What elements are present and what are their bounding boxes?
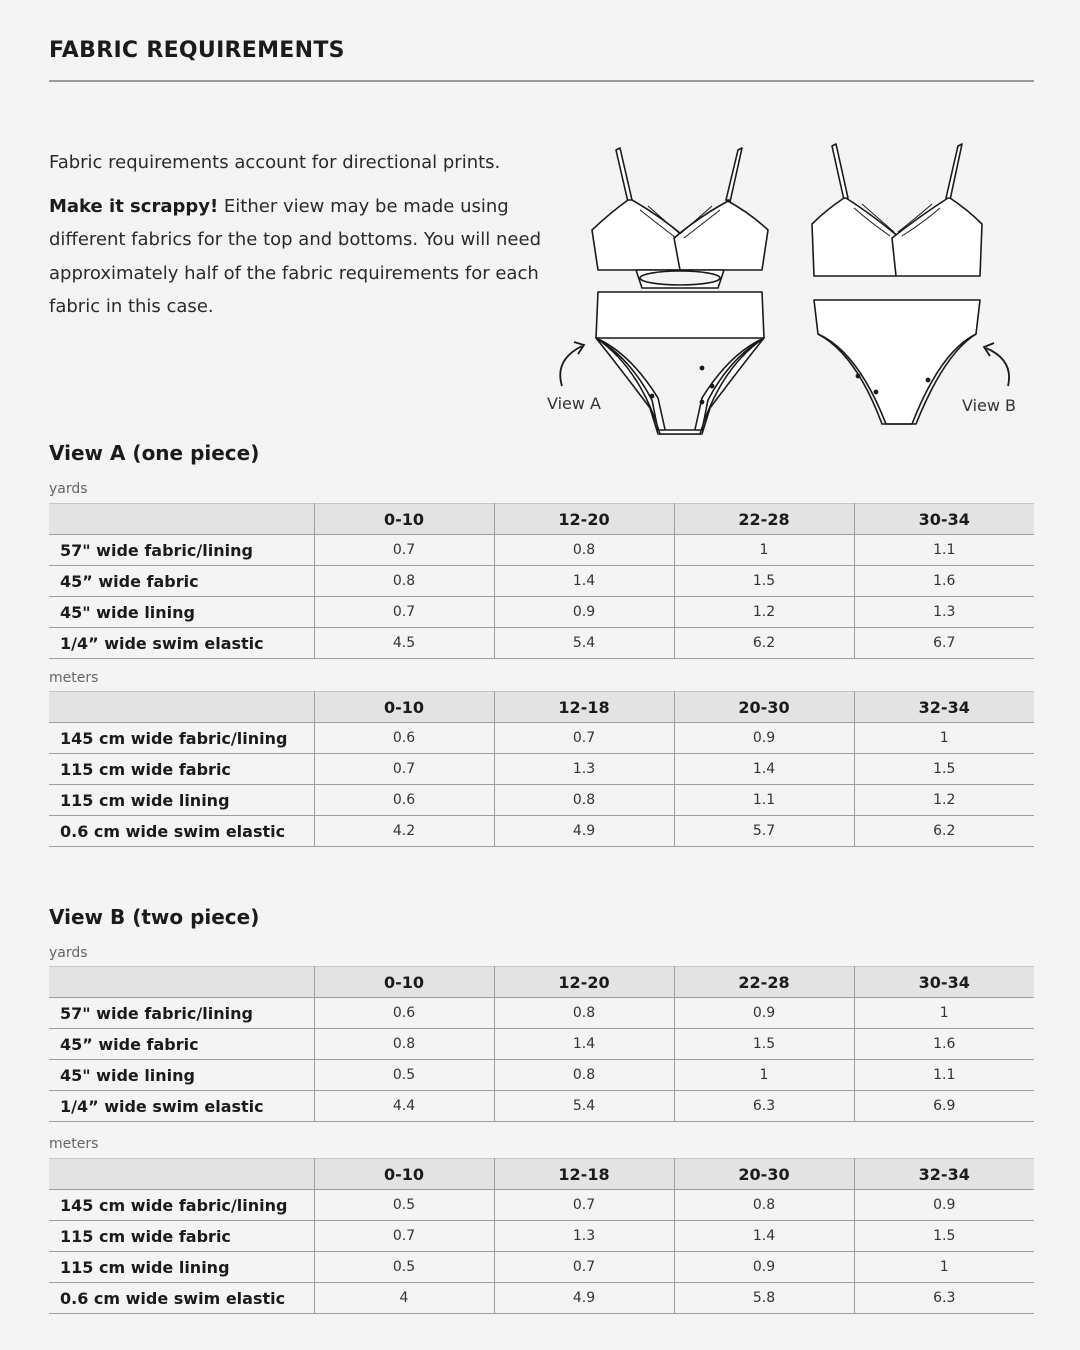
value-cell: 1.2 — [854, 785, 1034, 816]
scrappy-text: Either view may be made using different fabrics for the top and bottoms. You will need approximately half of the fabric requirements for each fabric in this case. — [49, 195, 541, 317]
size-header: 22-28 — [674, 504, 854, 535]
value-cell: 5.7 — [674, 816, 854, 847]
value-cell: 6.2 — [854, 816, 1034, 847]
table-row — [49, 785, 1034, 816]
value-cell: 4.4 — [314, 1091, 494, 1122]
view-a-yards-unit: yards — [49, 481, 88, 497]
value-cell: 1.6 — [854, 566, 1034, 597]
value-cell: 0.6 — [314, 785, 494, 816]
value-cell: 0.9 — [494, 597, 674, 628]
size-header: 12-18 — [494, 1159, 674, 1190]
row-label: 0.6 cm wide swim elastic — [49, 1283, 314, 1314]
size-header: 20-30 — [674, 692, 854, 723]
value-cell: 0.8 — [494, 785, 674, 816]
value-cell: 1.4 — [674, 1221, 854, 1252]
row-label: 115 cm wide lining — [49, 785, 314, 816]
row-label: 45” wide fabric — [49, 566, 314, 597]
value-cell: 1.1 — [674, 785, 854, 816]
table-row — [49, 754, 1034, 785]
value-cell: 1.3 — [494, 754, 674, 785]
value-cell: 1.2 — [674, 597, 854, 628]
table-row — [49, 628, 1034, 659]
row-label: 45" wide lining — [49, 1060, 314, 1091]
view-b-two-piece-drawing — [812, 144, 982, 424]
row-label: 45" wide lining — [49, 597, 314, 628]
table-row — [49, 535, 1034, 566]
value-cell: 1.1 — [854, 1060, 1034, 1091]
value-cell: 1.1 — [854, 535, 1034, 566]
row-label: 57" wide fabric/lining — [49, 535, 314, 566]
value-cell: 0.8 — [674, 1190, 854, 1221]
value-cell: 4.5 — [314, 628, 494, 659]
value-cell: 0.5 — [314, 1060, 494, 1091]
table-row — [49, 566, 1034, 597]
row-label: 0.6 cm wide swim elastic — [49, 816, 314, 847]
value-cell: 6.9 — [854, 1091, 1034, 1122]
value-cell: 0.7 — [314, 597, 494, 628]
intro-text — [49, 146, 549, 324]
table-row — [49, 1091, 1034, 1122]
row-label: 145 cm wide fabric/lining — [49, 723, 314, 754]
value-cell: 1 — [854, 1252, 1034, 1283]
value-cell: 1.4 — [674, 754, 854, 785]
row-label: 1/4” wide swim elastic — [49, 1091, 314, 1122]
row-label: 115 cm wide lining — [49, 1252, 314, 1283]
value-cell: 0.5 — [314, 1190, 494, 1221]
value-cell: 0.8 — [494, 1060, 674, 1091]
value-cell: 0.8 — [314, 566, 494, 597]
value-cell: 6.7 — [854, 628, 1034, 659]
value-cell: 0.7 — [494, 723, 674, 754]
value-cell: 1.4 — [494, 1029, 674, 1060]
value-cell: 1 — [854, 998, 1034, 1029]
view-a-title: View A (one piece) — [49, 441, 260, 465]
value-cell: 0.6 — [314, 723, 494, 754]
table-row — [49, 723, 1034, 754]
table-row — [49, 1029, 1034, 1060]
intro-scrappy-note — [49, 190, 549, 324]
value-cell: 6.2 — [674, 628, 854, 659]
title-divider — [49, 80, 1034, 82]
view-b-yards-table — [49, 966, 1034, 1122]
value-cell: 1.3 — [494, 1221, 674, 1252]
header-corner-cell — [49, 692, 314, 723]
value-cell: 1.4 — [494, 566, 674, 597]
size-header: 20-30 — [674, 1159, 854, 1190]
table-row — [49, 998, 1034, 1029]
view-a-yards-table — [49, 503, 1034, 659]
value-cell: 0.9 — [674, 998, 854, 1029]
value-cell: 6.3 — [854, 1283, 1034, 1314]
value-cell: 0.8 — [314, 1029, 494, 1060]
row-label: 1/4” wide swim elastic — [49, 628, 314, 659]
value-cell: 0.5 — [314, 1252, 494, 1283]
swimsuit-illustration — [540, 138, 1040, 438]
row-label: 145 cm wide fabric/lining — [49, 1190, 314, 1221]
value-cell: 4.9 — [494, 1283, 674, 1314]
table-row — [49, 1190, 1034, 1221]
value-cell: 0.9 — [674, 1252, 854, 1283]
size-header: 30-34 — [854, 967, 1034, 998]
value-cell: 0.7 — [314, 754, 494, 785]
size-header: 30-34 — [854, 504, 1034, 535]
value-cell: 1 — [674, 1060, 854, 1091]
value-cell: 0.8 — [494, 535, 674, 566]
value-cell: 0.9 — [674, 723, 854, 754]
table-row — [49, 1252, 1034, 1283]
size-header-row — [49, 692, 1034, 723]
value-cell: 0.7 — [314, 535, 494, 566]
size-header: 0-10 — [314, 1159, 494, 1190]
size-header: 0-10 — [314, 967, 494, 998]
header-corner-cell — [49, 1159, 314, 1190]
value-cell: 1.6 — [854, 1029, 1034, 1060]
value-cell: 0.7 — [494, 1190, 674, 1221]
header-corner-cell — [49, 504, 314, 535]
value-cell: 6.3 — [674, 1091, 854, 1122]
row-label: 115 cm wide fabric — [49, 1221, 314, 1252]
view-a-one-piece-drawing — [592, 148, 768, 434]
value-cell: 1 — [674, 535, 854, 566]
value-cell: 1.5 — [674, 566, 854, 597]
value-cell: 4 — [314, 1283, 494, 1314]
row-label: 57" wide fabric/lining — [49, 998, 314, 1029]
value-cell: 1 — [854, 723, 1034, 754]
size-header-row — [49, 1159, 1034, 1190]
size-header: 12-18 — [494, 692, 674, 723]
size-header: 32-34 — [854, 1159, 1034, 1190]
table-row — [49, 1283, 1034, 1314]
value-cell: 4.2 — [314, 816, 494, 847]
table-row — [49, 1060, 1034, 1091]
value-cell: 4.9 — [494, 816, 674, 847]
value-cell: 0.7 — [314, 1221, 494, 1252]
value-cell: 0.9 — [854, 1190, 1034, 1221]
row-label: 45” wide fabric — [49, 1029, 314, 1060]
view-b-label: View B — [962, 396, 1017, 415]
scrappy-heading: Make it scrappy! — [49, 195, 219, 217]
size-header: 12-20 — [494, 967, 674, 998]
value-cell: 1.5 — [854, 754, 1034, 785]
size-header: 12-20 — [494, 504, 674, 535]
size-header: 32-34 — [854, 692, 1034, 723]
view-b-meters-unit: meters — [49, 1136, 99, 1152]
value-cell: 5.4 — [494, 1091, 674, 1122]
row-label: 115 cm wide fabric — [49, 754, 314, 785]
value-cell: 0.7 — [494, 1252, 674, 1283]
value-cell: 1.5 — [854, 1221, 1034, 1252]
table-row — [49, 597, 1034, 628]
view-b-meters-table — [49, 1158, 1034, 1314]
value-cell: 0.6 — [314, 998, 494, 1029]
value-cell: 5.8 — [674, 1283, 854, 1314]
value-cell: 0.8 — [494, 998, 674, 1029]
header-corner-cell — [49, 967, 314, 998]
view-a-meters-table — [49, 691, 1034, 847]
size-header: 0-10 — [314, 504, 494, 535]
table-row — [49, 1221, 1034, 1252]
size-header-row — [49, 967, 1034, 998]
view-b-yards-unit: yards — [49, 945, 88, 961]
size-header: 22-28 — [674, 967, 854, 998]
size-header: 0-10 — [314, 692, 494, 723]
value-cell: 1.3 — [854, 597, 1034, 628]
table-row — [49, 816, 1034, 847]
view-a-meters-unit: meters — [49, 670, 99, 686]
value-cell: 1.5 — [674, 1029, 854, 1060]
page-title: FABRIC REQUIREMENTS — [49, 38, 345, 63]
value-cell: 5.4 — [494, 628, 674, 659]
size-header-row — [49, 504, 1034, 535]
intro-directional-note: Fabric requirements account for directional prints. — [49, 152, 501, 173]
view-b-title: View B (two piece) — [49, 905, 260, 929]
view-a-label: View A — [547, 394, 601, 413]
